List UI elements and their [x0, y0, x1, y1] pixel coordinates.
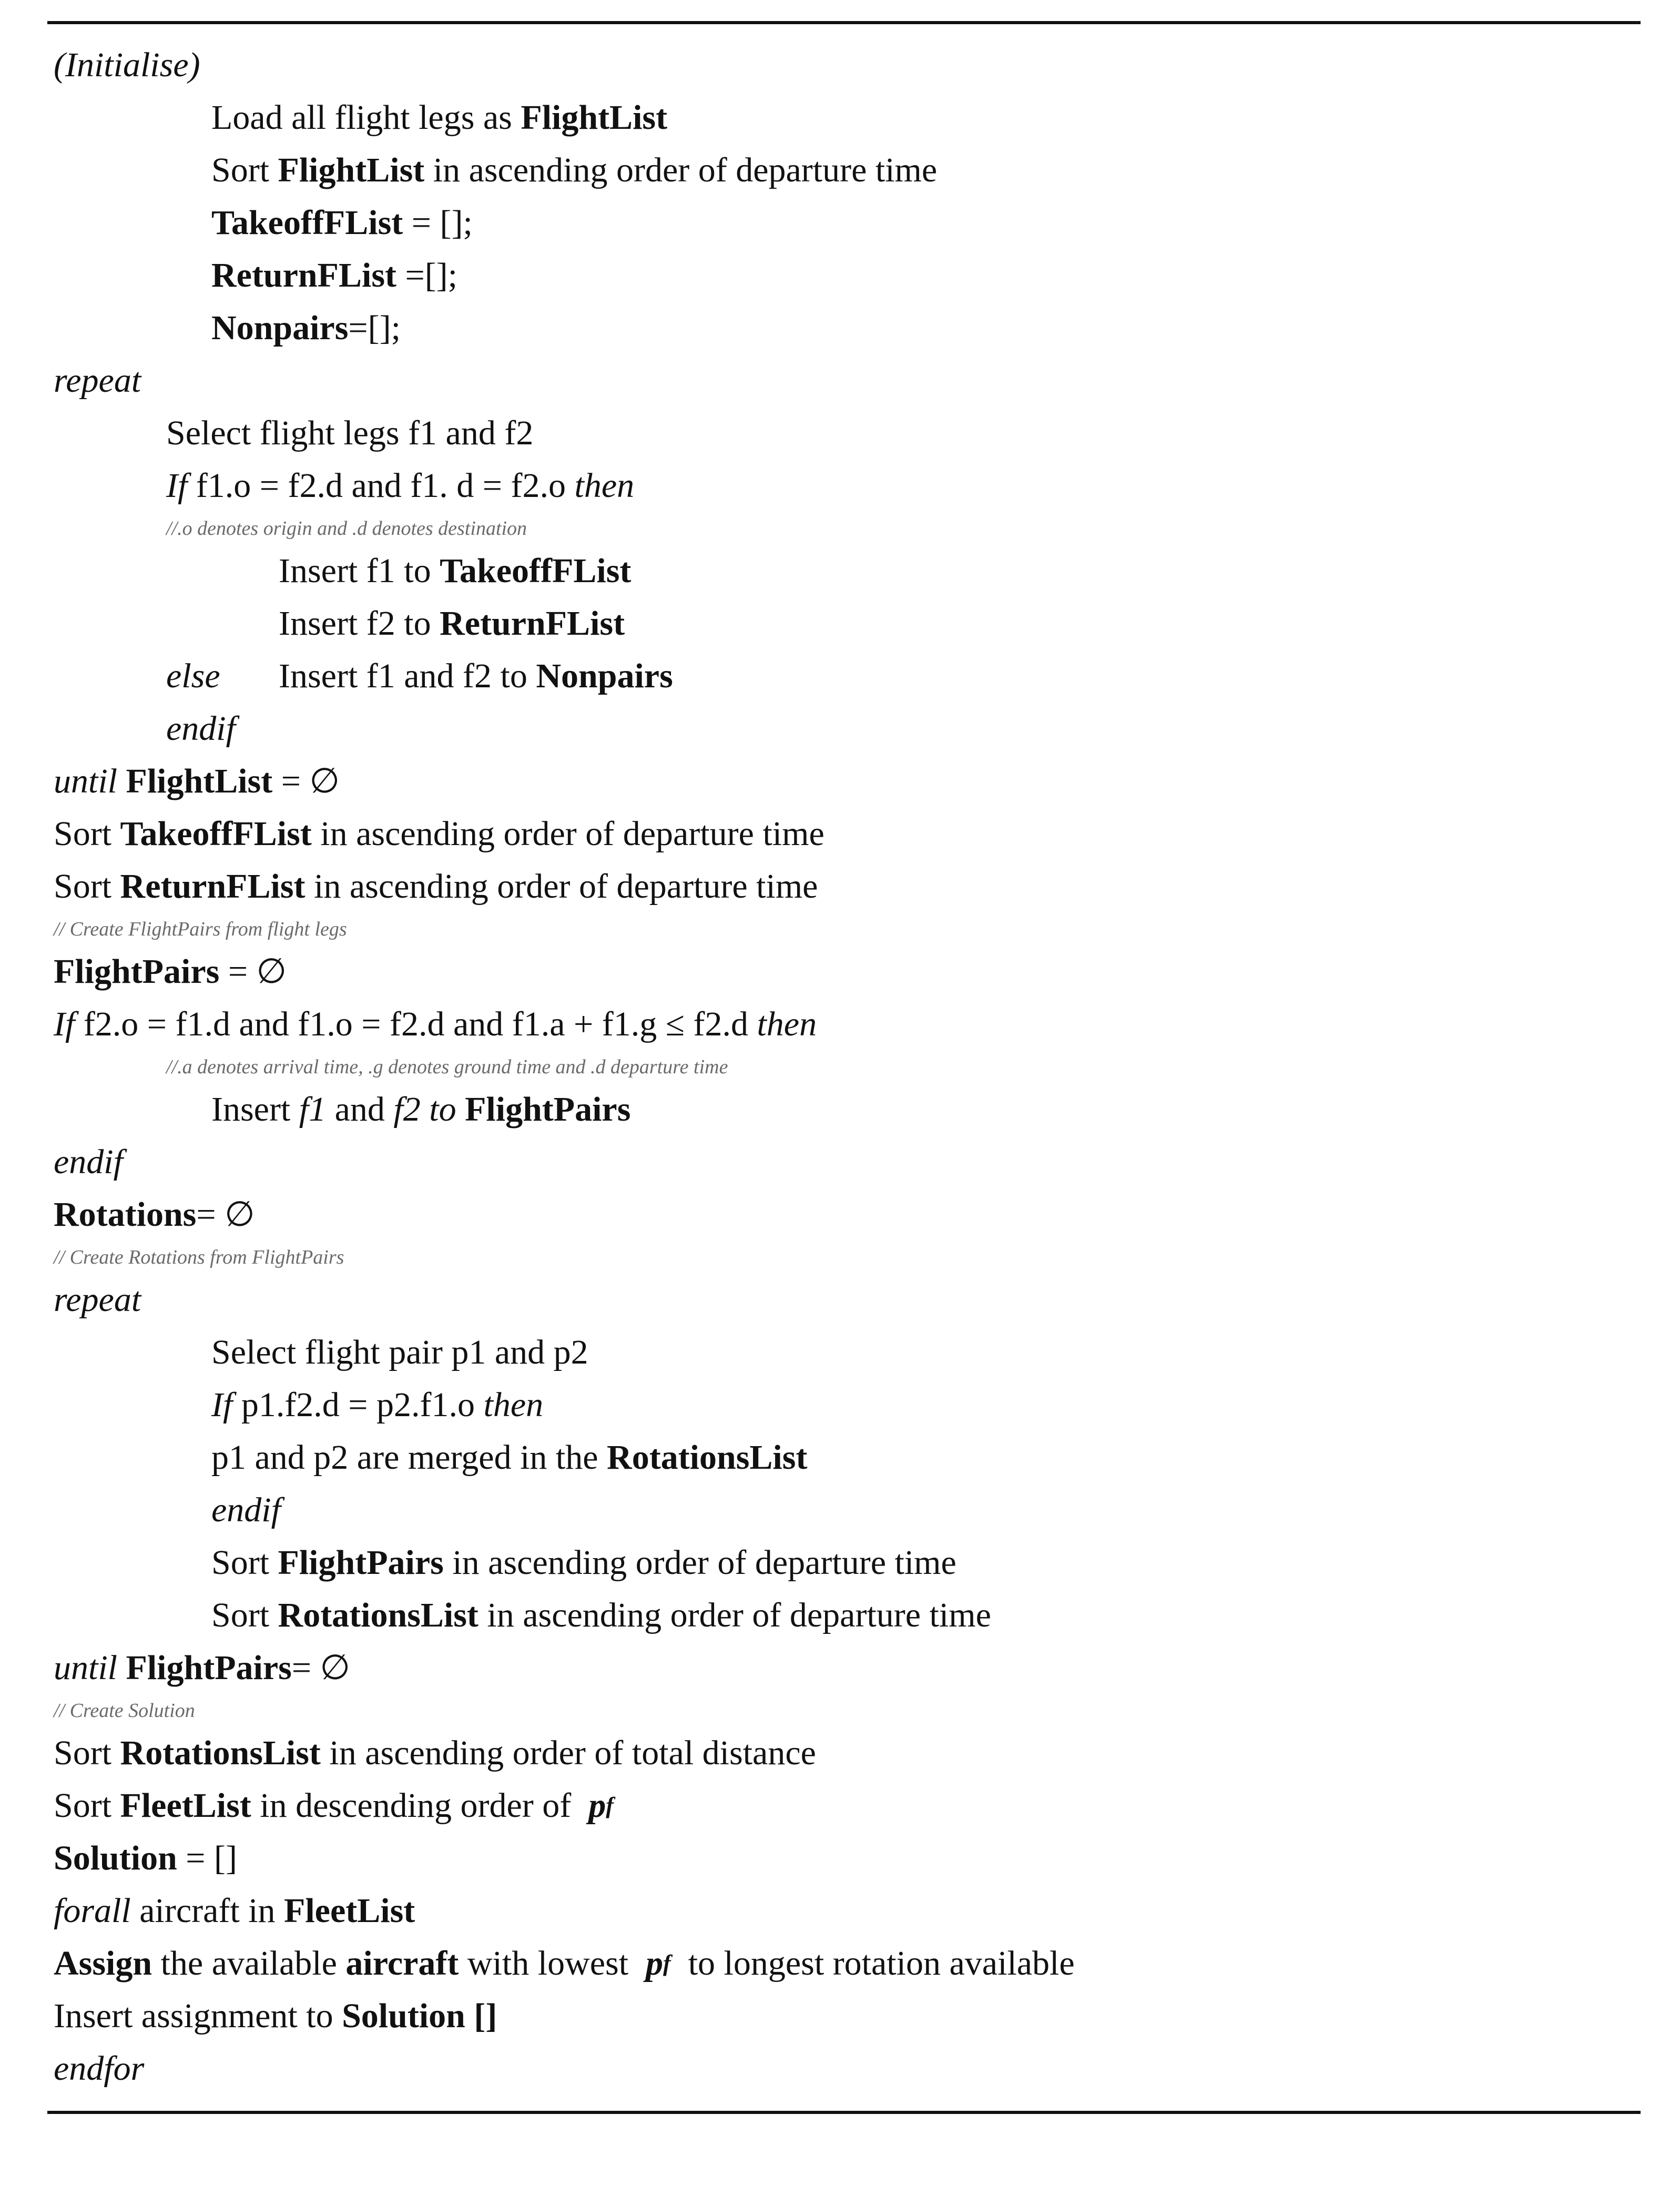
keyword: forall — [54, 1892, 131, 1930]
identifier: Solution [] — [342, 1997, 497, 2035]
text-segment: Sort — [211, 151, 278, 189]
keyword: endif — [211, 1491, 281, 1529]
text-segment: =[]; — [348, 309, 401, 347]
keyword: until — [54, 762, 118, 800]
text-segment: in ascending order of departure time — [443, 1543, 956, 1582]
comment: //.o denotes origin and .d denotes destination — [166, 517, 527, 540]
keyword: repeat — [54, 361, 141, 400]
text-segment: f1.o = f2.d and f1. d = f2.o — [187, 466, 575, 505]
text-segment: with lowest — [459, 1944, 646, 1982]
code-line — [47, 998, 1641, 1051]
identifier: RotationsList — [607, 1438, 808, 1477]
code-line — [47, 92, 1641, 144]
code-line — [47, 460, 1641, 512]
code-line — [47, 703, 1641, 755]
identifier: RotationsList — [120, 1734, 321, 1772]
text-segment: Sort — [211, 1596, 278, 1634]
text-segment: Select flight pair p1 and p2 — [211, 1333, 588, 1371]
comment-line — [47, 1694, 1641, 1727]
text-segment: Insert f2 to — [279, 604, 440, 643]
text-segment: = ∅ — [291, 1649, 351, 1687]
code-line — [47, 545, 1641, 597]
text-segment: Insert f1 and f2 to — [279, 657, 536, 695]
keyword: (Initialise) — [54, 46, 200, 84]
code-line — [47, 1484, 1641, 1537]
pseudocode-lines — [47, 24, 1641, 2095]
text-segment: = [] — [177, 1839, 237, 1877]
text-segment: Insert — [211, 1090, 299, 1128]
text-segment: and — [326, 1090, 394, 1128]
code-line — [47, 354, 1641, 407]
code-line — [47, 1832, 1641, 1885]
comment-line — [47, 1051, 1641, 1083]
code-line — [47, 407, 1641, 460]
comment-line — [47, 512, 1641, 545]
keyword: until — [54, 1649, 118, 1687]
code-line — [47, 860, 1641, 913]
text-segment: p1.f2.d = p2.f1.o — [232, 1386, 484, 1424]
code-line — [47, 2042, 1641, 2095]
text-segment: to longest rotation available — [670, 1944, 1075, 1982]
code-line — [47, 650, 1641, 703]
text-segment: in ascending order of departure time — [305, 867, 818, 906]
code-line — [47, 1642, 1641, 1694]
text-segment: Load all flight legs as — [211, 98, 521, 137]
comment: // Create Solution — [54, 1700, 195, 1722]
text-segment: Sort — [54, 1734, 120, 1772]
keyword: then — [483, 1386, 544, 1424]
identifier: FlightList — [126, 762, 273, 800]
math-symbol: p — [588, 1786, 606, 1825]
text-segment: Select flight legs f1 and f2 — [166, 414, 534, 452]
code-line — [47, 946, 1641, 998]
identifier: aircraft — [345, 1944, 459, 1982]
math-subscript: f — [606, 1793, 614, 1818]
code-line — [47, 1727, 1641, 1780]
text-segment: p1 and p2 are merged in the — [211, 1438, 607, 1477]
identifier: FlightPairs — [126, 1649, 292, 1687]
keyword: f2 to — [393, 1090, 456, 1128]
text-segment: =[]; — [396, 256, 457, 294]
identifier: FlightList — [521, 98, 668, 137]
keyword: then — [574, 466, 635, 505]
text-segment: f2.o = f1.d and f1.o = f2.d and f1.a + f1.g ≤ f2.d — [75, 1005, 757, 1043]
text-segment — [117, 755, 126, 808]
code-line — [47, 1885, 1641, 1937]
text-segment: Sort — [54, 815, 120, 853]
identifier: FleetList — [284, 1892, 415, 1930]
text-segment: Sort — [54, 867, 120, 906]
text-segment: in ascending order of departure time — [424, 151, 938, 189]
identifier: RotationsList — [278, 1596, 478, 1634]
code-line — [47, 1136, 1641, 1188]
keyword: repeat — [54, 1280, 141, 1319]
keyword: endfor — [54, 2049, 145, 2088]
code-line — [47, 1083, 1641, 1136]
text-segment — [456, 1083, 465, 1136]
text-segment: = ∅ — [272, 762, 340, 800]
identifier: TakeoffFList — [211, 204, 403, 242]
keyword: If — [211, 1386, 233, 1424]
text-segment: aircraft in — [130, 1892, 284, 1930]
text-segment: Insert f1 to — [279, 552, 440, 590]
text-segment: in descending order of — [251, 1786, 589, 1825]
comment-line — [47, 913, 1641, 946]
code-line — [47, 249, 1641, 302]
text-segment: the available — [152, 1944, 346, 1982]
identifier: ReturnFList — [120, 867, 306, 906]
code-line — [47, 1431, 1641, 1484]
math-subscript: f — [663, 1950, 671, 1976]
text-segment: in ascending order of total distance — [320, 1734, 816, 1772]
identifier: ReturnFList — [440, 604, 625, 643]
keyword: endif — [54, 1143, 123, 1181]
identifier: ReturnFList — [211, 256, 396, 294]
identifier: Solution — [54, 1839, 177, 1877]
comment: // Create FlightPairs from flight legs — [54, 918, 347, 940]
code-line — [47, 1326, 1641, 1379]
identifier: Nonpairs — [536, 657, 673, 695]
text-segment — [117, 1642, 126, 1694]
text-segment: Sort — [211, 1543, 278, 1582]
identifier: TakeoffFList — [440, 552, 632, 590]
text-segment: Insert assignment to — [54, 1997, 342, 2035]
code-line — [47, 808, 1641, 860]
comment: //.a denotes arrival time, .g denotes ground time and .d departure time — [166, 1056, 728, 1078]
comment-line — [47, 1241, 1641, 1274]
identifier: FlightPairs — [54, 952, 220, 991]
text-segment: = ∅ — [219, 952, 287, 991]
identifier: FlightPairs — [465, 1090, 631, 1128]
code-line — [47, 755, 1641, 808]
code-line — [47, 302, 1641, 354]
code-line — [47, 1990, 1641, 2042]
text-segment: in ascending order of departure time — [311, 815, 824, 853]
identifier: TakeoffFList — [120, 815, 312, 853]
text-segment: = []; — [403, 204, 473, 242]
keyword: f1 — [299, 1090, 327, 1128]
text-segment: = ∅ — [196, 1195, 255, 1234]
keyword: If — [54, 1005, 75, 1043]
code-line — [47, 1274, 1641, 1326]
identifier: FleetList — [120, 1786, 251, 1825]
identifier: Rotations — [54, 1195, 197, 1234]
code-line — [47, 1589, 1641, 1642]
text-segment: Sort — [54, 1786, 120, 1825]
code-line — [47, 1780, 1641, 1832]
identifier: Nonpairs — [211, 309, 349, 347]
else-keyword: else — [166, 657, 220, 695]
comment: // Create Rotations from FlightPairs — [54, 1246, 344, 1268]
code-line — [47, 197, 1641, 249]
code-line — [47, 1937, 1641, 1990]
algorithm-box — [47, 21, 1641, 2114]
text-segment: in ascending order of departure time — [478, 1596, 991, 1634]
code-line — [47, 597, 1641, 650]
keyword: then — [757, 1005, 817, 1043]
keyword: If — [166, 466, 188, 505]
bottom-rule — [47, 2111, 1641, 2114]
identifier: Assign — [54, 1944, 152, 1982]
code-line — [47, 1379, 1641, 1431]
math-symbol: p — [646, 1944, 664, 1982]
code-line — [47, 1537, 1641, 1589]
code-line — [47, 144, 1641, 197]
keyword: endif — [166, 709, 236, 748]
code-line — [47, 39, 1641, 92]
code-line — [47, 1188, 1641, 1241]
identifier: FlightPairs — [278, 1543, 444, 1582]
identifier: FlightList — [278, 151, 425, 189]
